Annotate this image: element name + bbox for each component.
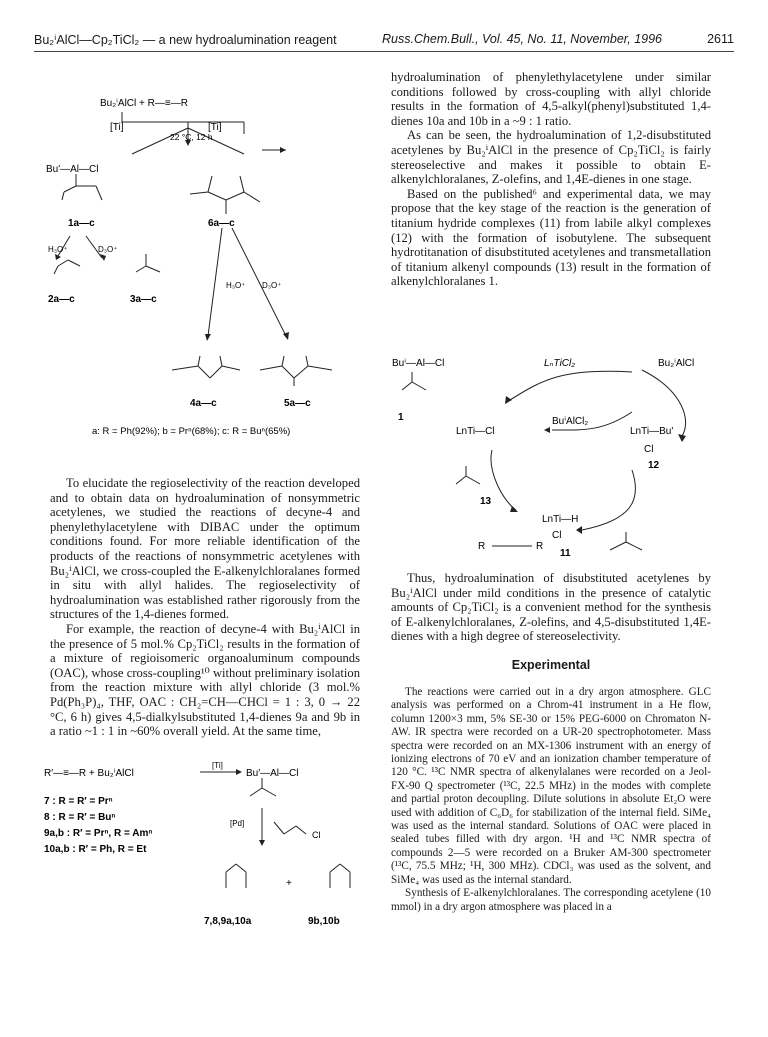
right-column-conclusion: [391, 571, 711, 644]
scheme3-top: Buⁱ—Al—Cl: [392, 358, 445, 369]
compound-6: 6a—c: [208, 218, 235, 229]
paragraph: To elucidate the regioselectivity of the reaction developed and to obtain data on hydroalumination of nonsymmetric acetylenes, we studied the reactions of decyne-4 and phenylethylacetylene with DIBAC under the optimum conditions found. For more reliable identification of the products of the reactions of nonsymmetric acetylenes with Bu₂ⁱAlCl, we cross-coupled the E-alkenylchloralanes formed in situ with allyl halides. The regioselectivity of hydroalumination was established rather rigorously from the structures of the 1,4-dienes formed.: [50, 476, 360, 622]
section-title-experimental: Experimental: [511, 658, 591, 672]
scheme-1: [40, 88, 370, 444]
scheme1-cat2: [Ti]: [208, 122, 222, 133]
scheme2-plus: +: [286, 878, 292, 889]
right-column-text: [391, 70, 711, 289]
scheme2-line9: 9a,b : R′ = Prⁿ, R = Amⁿ: [44, 828, 153, 839]
scheme2-line8: 8 : R = R′ = Buⁿ: [44, 812, 116, 823]
scheme1-d3o-1: D₃O⁺: [98, 245, 118, 254]
scheme2-line10: 10a,b : R′ = Ph, R = Et: [44, 844, 147, 855]
scheme1-legend: a: R = Ph(92%); b = Prⁿ(68%); c: R = Buⁿ(65%): [92, 426, 291, 437]
scheme-2: [40, 760, 370, 960]
header-title: Bu₂ⁱAlCl—Cp₂TiCl₂ — a new hydroalumination reagent: [34, 33, 337, 47]
experimental-text: [391, 686, 711, 914]
scheme1-d3o-2: D₃O⁺: [262, 281, 282, 290]
scheme3-ln-ti-cl: LnTi—Cl: [456, 426, 495, 437]
scheme3-r-right: R: [536, 541, 544, 552]
scheme3-lntici2: LₙTiCl₂: [544, 358, 576, 369]
scheme1-h3o-1: H₃O⁺: [48, 245, 68, 254]
scheme1-conditions: 22 °C, 12 h: [170, 132, 213, 142]
header-rule: [34, 51, 734, 52]
scheme1-cat1: [Ti]: [110, 122, 124, 133]
compound-2: 2a—c: [48, 294, 75, 305]
paragraph: The reactions were carried out in a dry argon atmosphere. GLC analysis was performed on a Chrom-41 instrument in a He flow, column 1200×3 mm, 5% SE-30 or 15% PEG-6000 on Chromaton N-AW. IR spectra were recorded on a UR-20 spectrophotometer. Mass spectra were recorded on an MX-1306 instrument with an energy of ionizing electrons of 70 eV and an ionization chamber temperature of 120 °C. ¹³C NMR spectra of alkenylalanes were recorded on a Jeol-FX-90 Q spectrometer (¹³C, 22.5 MHz) in the modes with complete and partial proton decoupling. Dilute solutions in absolute Et₂O were used with addition of C₆D₆ for stabilization of the internal field. SiMe₄ was used as the internal standard. Solutions of OAC were placed in sealed tubes filled with dry argon. ¹H and ¹³C NMR spectra of compounds 2—5 were recorded on a Bruker AM-300 spectrometer (¹³C, 75.5 MHz; ¹H, 300 MHz). CDCl₃ was used as the solvent, and SiMe₄ was used as the internal standard.: [391, 686, 711, 886]
scheme2-product: Bu′—Al—Cl: [246, 768, 299, 779]
scheme-3-catalytic-cycle: [392, 350, 722, 570]
scheme2-pd: [Pd]: [230, 819, 245, 828]
compound-1: 1a—c: [68, 218, 95, 229]
scheme3-compound-11: 11: [560, 548, 571, 559]
scheme3-compound-12: 12: [648, 460, 660, 471]
paragraph: Based on the published⁶ and experimental data, we may propose that the key stage of the reaction is the generation of titanium hydride complexes (11) from labile alkyl complexes (12) with the formation of isobutylene. The subsequent hydrotitanation of disubstituted acetylenes and transmetallation of titanium alkenyl compounds (13) result in the formation of alkenylchloralanes 1.: [391, 186, 711, 289]
scheme3-bu2alcl: Bu₂ⁱAlCl: [658, 358, 695, 369]
compound-4: 4a—c: [190, 398, 217, 409]
paragraph: For example, the reaction of decyne-4 with Bu₂ⁱAlCl in the presence of 5 mol.% Cp₂TiCl₂ results in the formation of a mixture of regioisomeric organoaluminum compounds (OAC), whose cross-coupling¹⁰ without preliminary isolation from the reaction mixture with allyl chloride (3 mol.% Pd(Ph₃P)₄, THF, OAC : CH₂=CH—CHCl = 1 : 3, 0 → 22 °C, 6 h) gives 4,5-dialkylsubstituted 1,4-dienes 9a and 9b in a ratio ~1 : 1 in ~60% overall yield. At the same time,: [50, 621, 360, 739]
scheme3-cl-11: Cl: [552, 530, 562, 541]
running-header: [34, 32, 734, 48]
scheme2-caption-1: 7,8,9a,10a: [204, 916, 252, 927]
page-number: 2611: [707, 32, 734, 46]
paragraph: As can be seen, the hydroalumination of 1,2-disubstituted acetylenes by Bu₂ⁱAlCl in the presence of Cp₂TiCl₂ is fairly stereoselective and makes it possible to obtain E-alkenylchloralanes, Z-olefins, and 1,4E-dienes in one stage.: [391, 128, 711, 187]
scheme2-caption-2: 9b,10b: [308, 916, 340, 927]
scheme1-h3o-2: H₃O⁺: [226, 281, 246, 290]
header-journal: Russ.Chem.Bull., Vol. 45, No. 11, November, 1996: [382, 32, 662, 46]
scheme3-cl-12: Cl: [644, 444, 654, 455]
compound-3: 3a—c: [130, 294, 157, 305]
scheme2-cl: Cl: [312, 830, 321, 840]
scheme3-ln-ti-bu: LnTi—Bu': [630, 426, 674, 437]
scheme3-compound-1: 1: [398, 412, 404, 423]
compound-5: 5a—c: [284, 398, 311, 409]
scheme2-reagents: R′—≡—R + Bu₂ⁱAlCl: [44, 768, 134, 779]
scheme2-line7: 7 : R = R′ = Prⁿ: [44, 796, 113, 807]
paragraph: hydroalumination of phenylethylacetylene under similar conditions followed by cross-coupling with allyl chloride results in the formation of 4,5-alkyl(phenyl)substituted 1,4-dienes 10a and 10b in a ~9 : 1 ratio.: [391, 70, 711, 128]
scheme2-cat: [Ti]: [212, 761, 223, 770]
scheme1-bu-al-cl: Bu'—Al—Cl: [46, 164, 99, 175]
left-column-text: [50, 476, 360, 739]
scheme3-ln-ti-h: LnTi—H: [542, 514, 579, 525]
paragraph: Synthesis of E-alkenylchloralanes. The corresponding acetylene (10 mmol) in a dry argon atmosphere was placed in a: [391, 887, 711, 913]
scheme3-compound-13: 13: [480, 496, 492, 507]
paragraph: Thus, hydroalumination of disubstituted acetylenes by Bu₂ⁱAlCl under mild conditions in the presence of catalytic amounts of Cp₂TiCl₂ is a convenient method for the synthesis of E-alkenylchloralanes, Z-olefins, and 4,5-disubstituted 1,4E-dienes with a high degree of stereoselectivity.: [391, 571, 711, 644]
scheme1-reagents: Bu₂ⁱAlCl + R—≡—R: [100, 98, 188, 109]
scheme3-r-left: R: [478, 541, 486, 552]
scheme3-bualcl2: BuⁱAlCl₂: [552, 416, 589, 427]
